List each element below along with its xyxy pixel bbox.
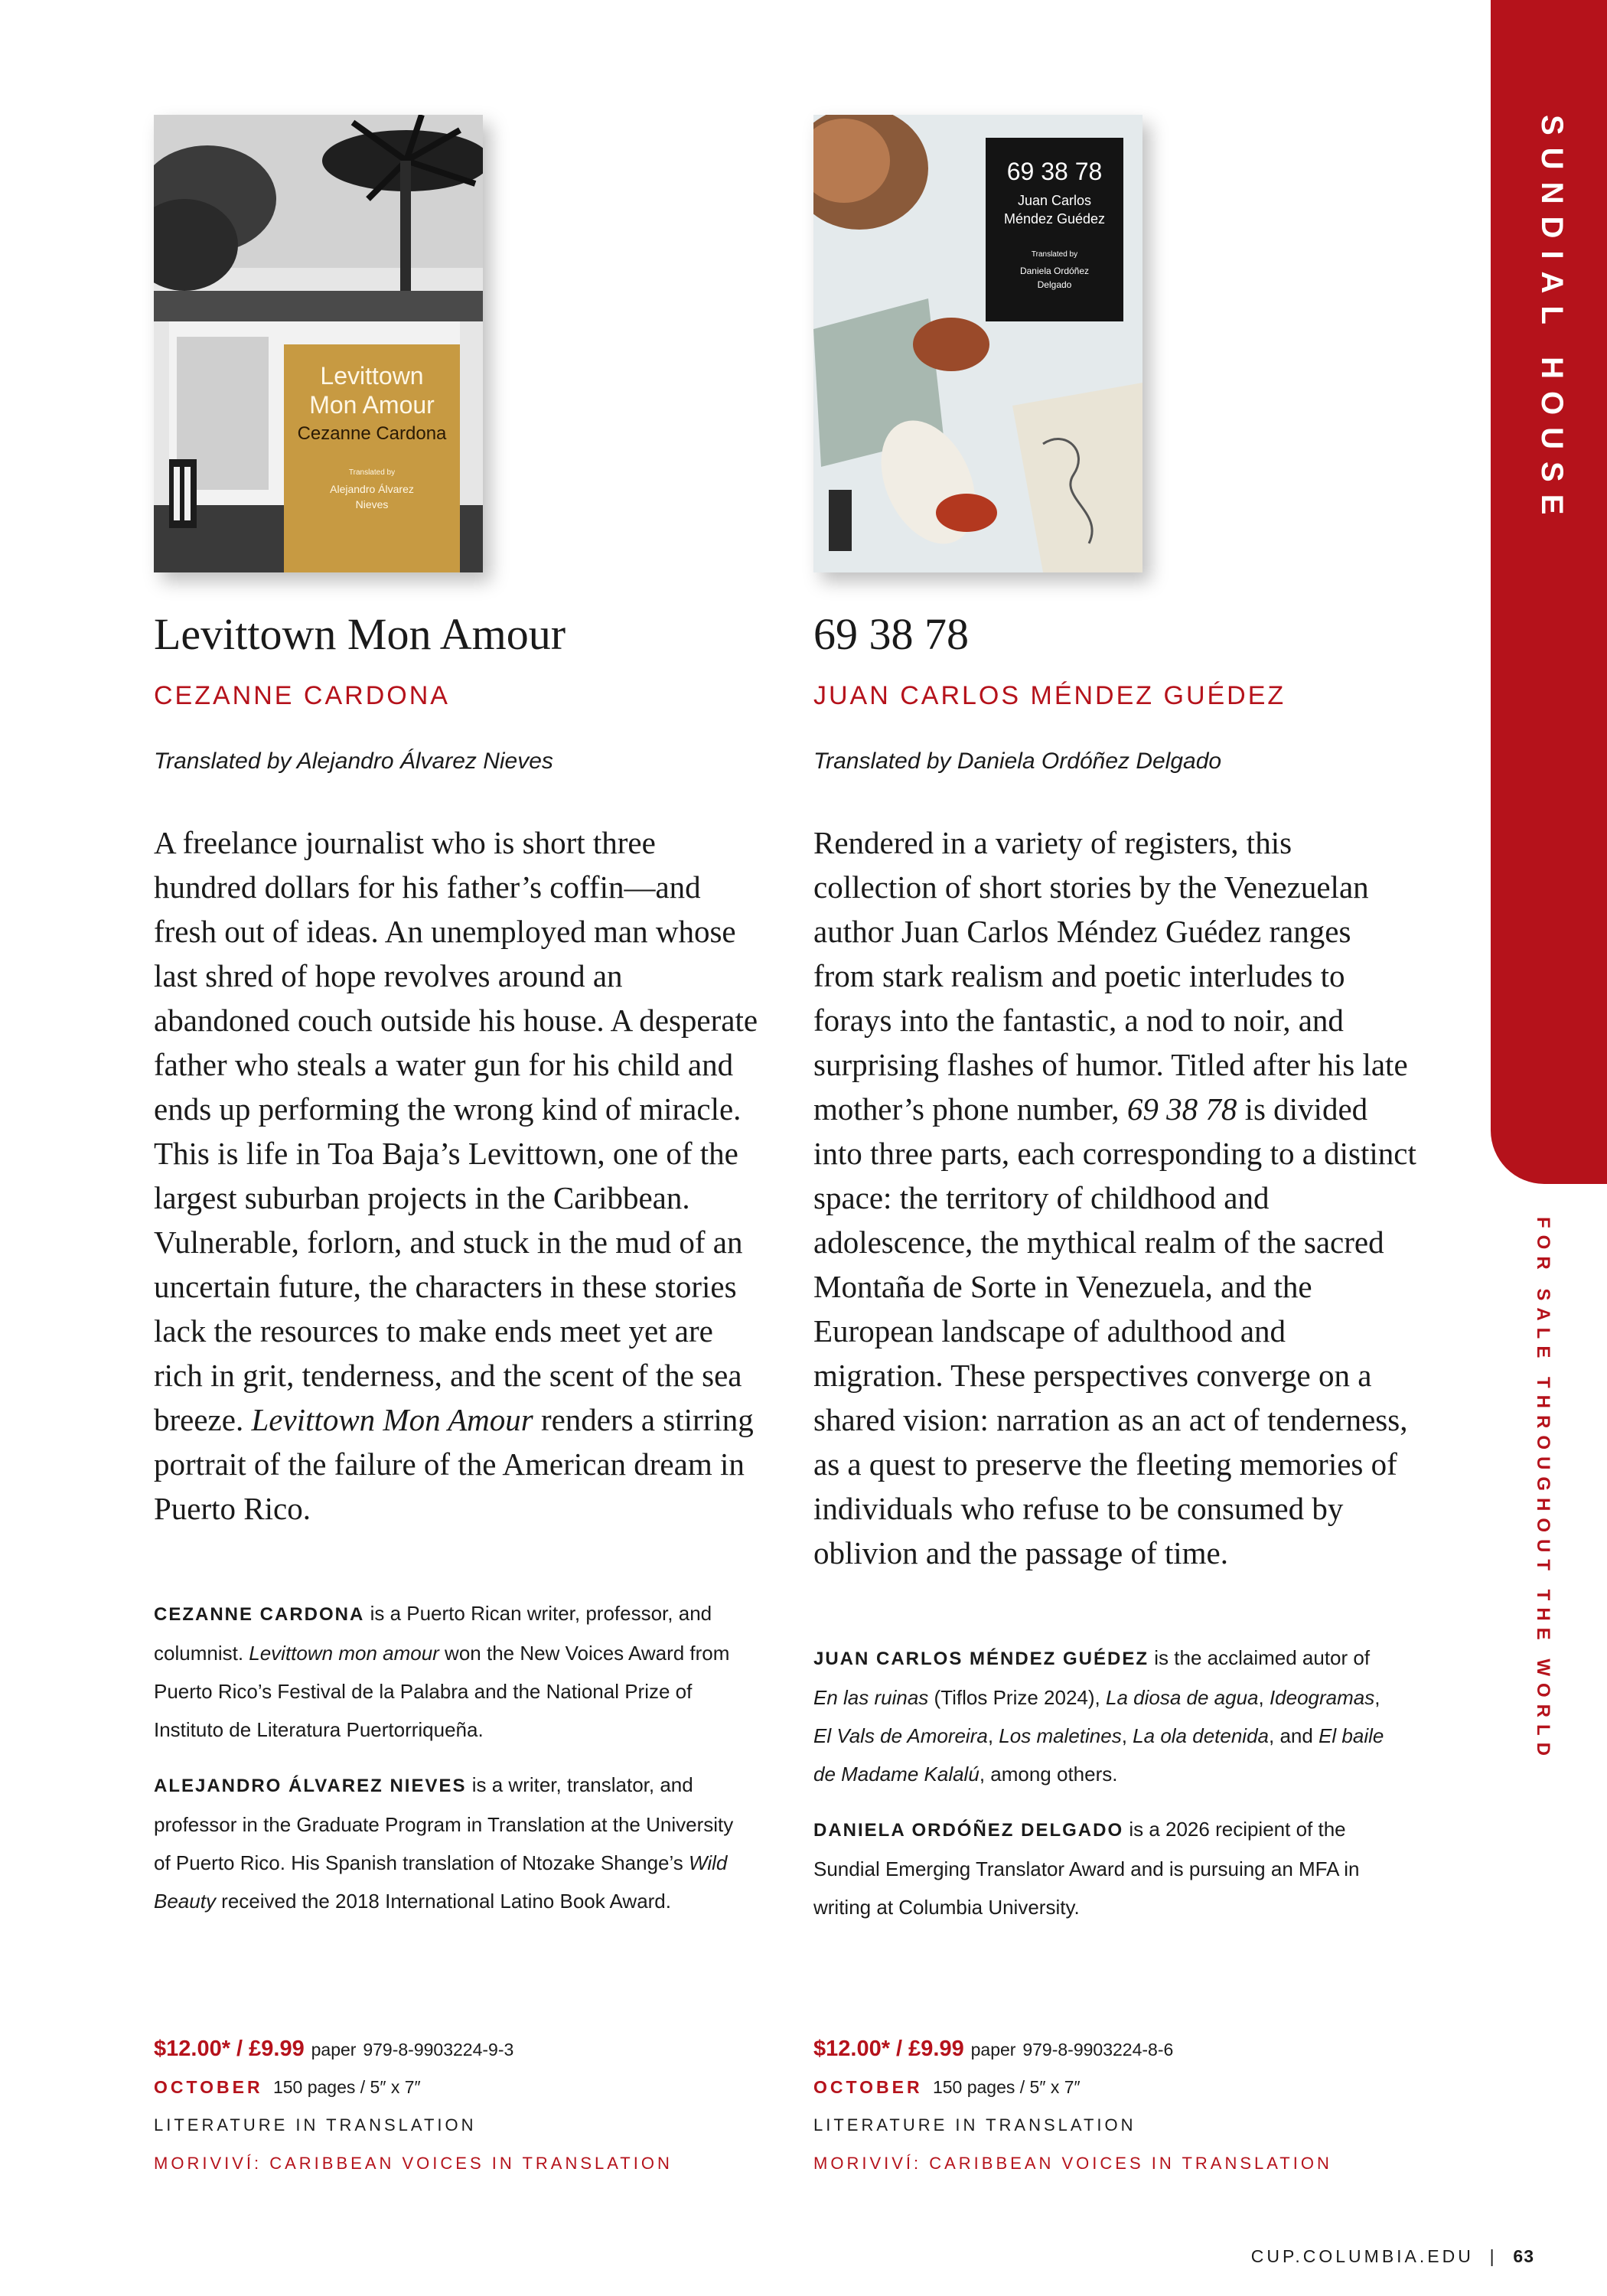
cover-author: Cezanne Cardona xyxy=(297,423,447,444)
cover-author-line1: Juan Carlos xyxy=(1017,193,1092,208)
site-link[interactable]: CUP.COLUMBIA.EDU xyxy=(1250,2246,1474,2266)
price-line: $12.00* / £9.99 paper 979-8-9903224-8-6 xyxy=(813,2037,1174,2061)
sale-territory-note: FOR SALE THROUGHOUT THE WORLD xyxy=(1533,1217,1553,1763)
book-description: A freelance journalist who is short three hundred dollars for his father’s coffin—and fresh out of ideas. An unemployed man whose last shred of hope revolves around an abandoned couch outside his house. A desperate father who steals a water gun for his child and ends up performing the wrong kind of miracle. This is life in Toa Baja’s Levittown, one of the largest suburban projects in the Caribbean. Vulnerable, forlorn, and stuck in the mud of an uncertain future, the characters in these stories lack the resources to make ends meet yet are rich in grit, tenderness, and the scent of the sea breeze. Levittown Mon Amour renders a stirring portrait of the failure of the American dream in Puerto Rico. xyxy=(154,825,758,1526)
book-translator: Translated by Daniela Ordóñez Delgado xyxy=(813,748,1222,774)
cover-translator-line1: Alejandro Álvarez xyxy=(330,483,414,495)
cover-title-line2: Mon Amour xyxy=(309,391,435,419)
book-description: Rendered in a variety of registers, this collection of short stories by the Venezuelan author Juan Carlos Méndez Guédez ranges from stark realism and poetic interludes to forays into the fantastic, a nod to noir, and surprising flashes of humor. Titled after his late mother’s phone number, 69 38 78 is divided into three parts, each corresponding to a distinct space: the territory of childhood and adolescence, the mythical realm of the sacred Montaña de Sorte in Venezuela, and the European landscape of adulthood and migration. These perspectives converge on a shared vision: narration as an act of tenderness, as a quest to preserve the fleeting memories of individuals who refuse to be consumed by oblivion and the passage of time. xyxy=(813,825,1416,1570)
book-series: MORIVIVÍ: CARIBBEAN VOICES IN TRANSLATION xyxy=(813,2154,1332,2173)
book-author: JUAN CARLOS MÉNDEZ GUÉDEZ xyxy=(813,681,1286,710)
publication-line: OCTOBER 150 pages / 5″ x 7″ xyxy=(813,2077,1081,2097)
cover-translator-line2: Nieves xyxy=(355,498,389,510)
cover-title-line1: Levittown xyxy=(320,362,424,390)
author-bio: CEZANNE CARDONA is a Puerto Rican writer, professor, and columnist. Levittown mon amour won the New Voices Award from Puerto Rico’s Festival de la Palabra and the National Prize of Instituto de Literatura Puertorriqueña. xyxy=(154,1602,730,1741)
subject-category: LITERATURE IN TRANSLATION xyxy=(813,2115,1136,2135)
book-author: CEZANNE CARDONA xyxy=(154,681,450,710)
cover-translator-line1: Daniela Ordóñez xyxy=(1019,266,1090,276)
book-details xyxy=(813,2030,1418,2183)
price-line: $12.00* / £9.99 paper 979-8-9903224-9-3 xyxy=(154,2037,514,2061)
cover-image xyxy=(154,115,483,572)
page-footer xyxy=(1251,2246,1534,2267)
subject-category: LITERATURE IN TRANSLATION xyxy=(154,2115,477,2135)
footer-separator: | xyxy=(1489,2246,1498,2266)
author-bios xyxy=(813,1639,1395,1943)
translator-bio: ALEJANDRO ÁLVAREZ NIEVES is a writer, translator, and professor in the Graduate Program in Translation at the University of Puerto Rico. His Spanish translation of Ntozake Shange’s Wild Beauty received the 2018 International Latino Book Award. xyxy=(154,1773,734,1913)
book-series: MORIVIVÍ: CARIBBEAN VOICES IN TRANSLATION xyxy=(154,2154,673,2173)
page-number: 63 xyxy=(1513,2246,1534,2266)
cover-author-line2: Méndez Guédez xyxy=(1003,211,1106,227)
book-translator: Translated by Alejandro Álvarez Nieves xyxy=(154,748,553,774)
cover-translated-by: Translated by xyxy=(1031,250,1078,259)
book-details xyxy=(154,2030,758,2183)
book-cover-levittown[interactable] xyxy=(154,115,483,572)
book-title: 69 38 78 xyxy=(813,609,969,659)
book-title: Levittown Mon Amour xyxy=(154,609,566,659)
publisher-name: SUNDIAL HOUSE xyxy=(1535,115,1569,527)
cover-translated-by: Translated by xyxy=(348,468,396,477)
publication-line: OCTOBER 150 pages / 5″ x 7″ xyxy=(154,2077,421,2097)
cover-image xyxy=(813,115,1143,572)
cover-title: 69 38 78 xyxy=(1006,158,1103,185)
book-cover-693878[interactable] xyxy=(813,115,1143,572)
author-bio: JUAN CARLOS MÉNDEZ GUÉDEZ is the acclaimed autor of En las ruinas (Tiflos Prize 2024), La diosa de agua, Ideogramas, El Vals de Amoreira, Los maletines, La ola detenida, and El baile de Madame Kalalú, among others. xyxy=(813,1646,1384,1786)
translator-bio: DANIELA ORDÓÑEZ DELGADO is a 2026 recipient of the Sundial Emerging Translator Award and is pursuing an MFA in writing at Columbia University. xyxy=(813,1818,1360,1919)
author-bios xyxy=(154,1594,735,1937)
cover-translator-line2: Delgado xyxy=(1037,279,1072,290)
